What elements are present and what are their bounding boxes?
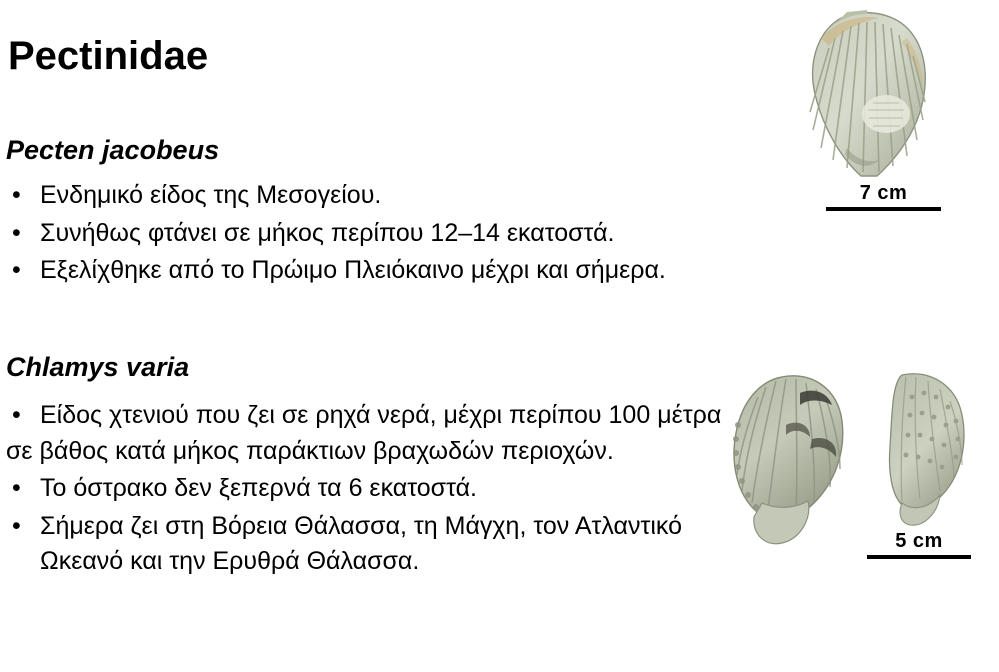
list-item [6, 253, 966, 289]
chlamys-varia-shell-photo [716, 363, 978, 553]
species-heading-pecten-jacobeus: Pecten jacobeus [6, 135, 220, 165]
scale-bar-rule [867, 555, 971, 559]
bullet-marker-icon: • [12, 401, 21, 429]
list-item [6, 471, 726, 507]
page-title: Pectinidae [8, 34, 209, 78]
list-item-text: Σήμερα ζει στη Βόρεια Θάλασσα, τη Μάγχη, τον Ατλαντικό Ωκεανό και την Ερυθρά Θάλασσα. [40, 511, 682, 575]
bullet-marker-icon: • [12, 218, 21, 247]
list-item-text: Εξελίχθηκε από το Πρώιμο Πλειόκαινο μέχρι και σήμερα. [40, 256, 666, 284]
list-item [6, 398, 726, 469]
bullet-marker-icon: • [12, 181, 21, 209]
pecten-jacobeus-shell-photo [783, 8, 943, 178]
scale-bar-label: 7 cm [859, 182, 908, 204]
bullet-marker-icon: • [12, 474, 21, 502]
scale-bar-label: 5 cm [895, 530, 943, 552]
list-item-text: Συνήθως φτάνει σε μήκος περίπου 12–14 εκατοστά. [40, 218, 615, 247]
list-item [6, 216, 966, 252]
bullet-marker-icon: • [12, 256, 21, 284]
bullet-list-pecten-jacobeus [6, 178, 966, 291]
list-item-text: Ενδημικό είδος της Μεσογείου. [40, 181, 382, 209]
scale-bar-rule [826, 207, 941, 211]
scale-bar-7cm [826, 182, 941, 211]
list-item-text: Το όστρακο δεν ξεπερνά τα 6 εκατοστά. [40, 474, 477, 502]
bullet-marker-icon: • [12, 511, 21, 540]
species-heading-chlamys-varia: Chlamys varia [6, 352, 190, 382]
bullet-list-chlamys-varia [6, 398, 726, 582]
list-item-text: Είδος χτενιού που ζει σε ρηχά νερά, μέχρι περίπου 100 μέτρα σε βάθος κατά μήκος παράκτιων βραχωδών περιοχών. [6, 401, 722, 465]
list-item [6, 509, 726, 580]
scale-bar-5cm [867, 530, 971, 559]
list-item [6, 178, 966, 214]
